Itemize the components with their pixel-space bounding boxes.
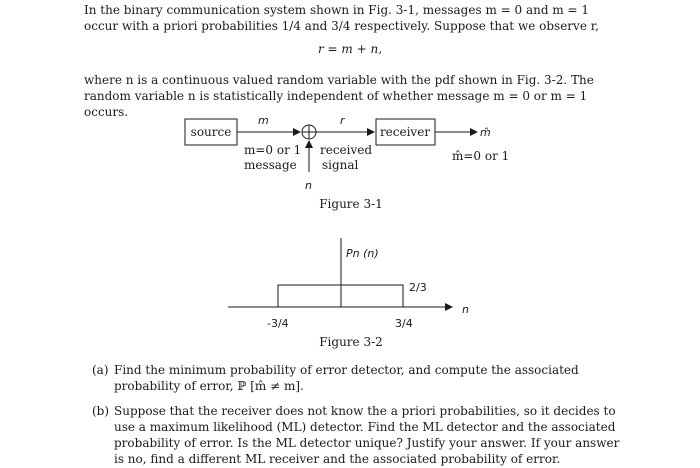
intro-paragraph: In the binary communication system shown in Fig. 3-1, messages m = 0 and m = 1 occur with a priori probabilities 1/4 and 3/4 respectively. Suppose that we observe r, [84, 3, 599, 33]
question-a-label: (a) [92, 363, 109, 377]
pdf-right-limit-label: 3/4 [395, 317, 413, 330]
output-annotation: m̂=0 or 1 [452, 149, 510, 163]
message-annotation-line2: message [244, 158, 297, 172]
pdf-height-label: 2/3 [409, 281, 427, 294]
question-b-label: (b) [92, 404, 110, 418]
pdf-left-limit-label: -3/4 [267, 317, 289, 330]
n-noise-label: n [305, 179, 312, 192]
question-b-text: Suppose that the receiver does not know the a priori probabilities, so it decides to use a maximum likelihood (ML) detector. Find the ML detector and the associated probability of error. Is the ML detector unique? Justify your answer. If your answer is no, find a different ML receiver and the associated probability of error. [114, 404, 620, 466]
observation-equation: r = m + n, [317, 42, 383, 56]
source-label: source [190, 125, 232, 139]
question-a [94, 362, 624, 394]
noise-description-paragraph: where n is a continuous valued random variable with the pdf shown in Fig. 3-2. The random variable n is statistically independent of whether message m = 0 or m = 1 occurs. [84, 73, 594, 119]
m-signal-label: m [258, 114, 269, 127]
question-b [94, 403, 624, 467]
received-annotation-line2: signal [322, 158, 359, 172]
r-signal-label: r [340, 114, 345, 127]
received-annotation-line1: received [320, 143, 373, 157]
mhat-output-label: m̂ [480, 126, 491, 139]
pdf-label: Pn (n) [346, 247, 379, 260]
figure-3-2-caption: Figure 3-2 [319, 335, 383, 349]
receiver-label: receiver [379, 125, 431, 139]
figure-3-1-caption: Figure 3-1 [319, 197, 383, 211]
question-a-text: Find the minimum probability of error detector, and compute the associated probability of error, ℙ [m̂ ≠ m]. [114, 363, 579, 393]
message-annotation-line1: m=0 or 1 [244, 143, 302, 157]
n-axis-label: n [462, 303, 469, 316]
